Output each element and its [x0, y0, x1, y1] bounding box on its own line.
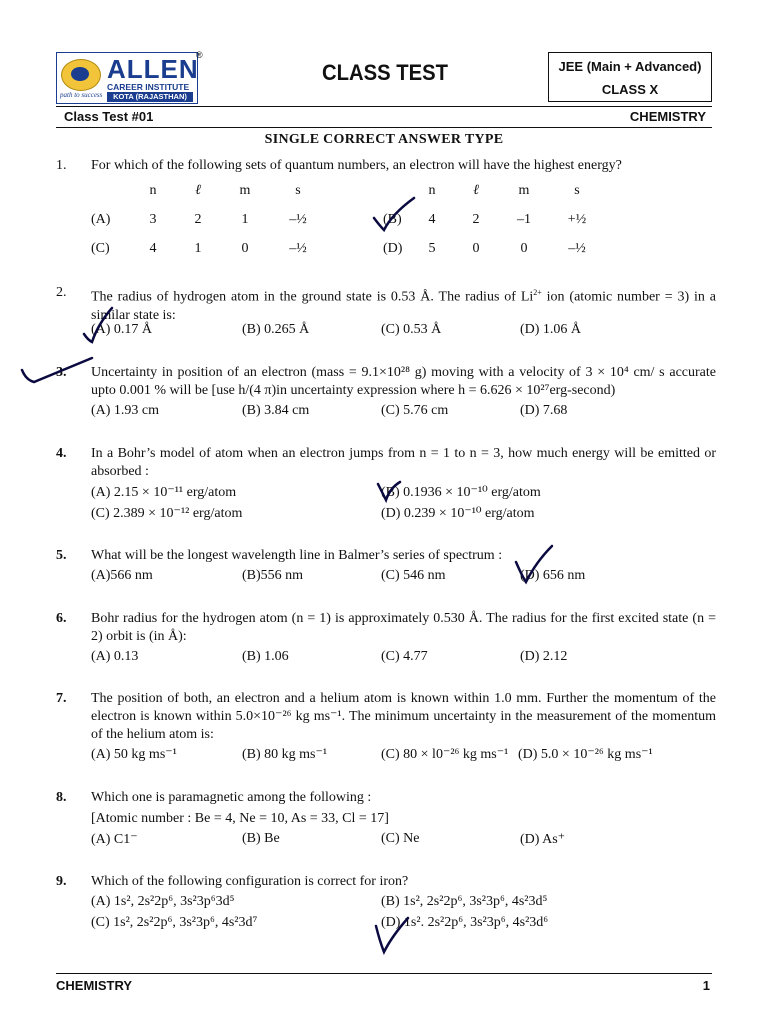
option-a: (A) 2.15 × 10⁻¹¹ erg/atom [91, 485, 237, 500]
question-text: Uncertainty in position of an electron (mass = 9.1×10²⁸ g) moving with a velocity of 3 × 10⁴ cm/ s accurate upto 0.001 % will be [use h/(4 π)in uncertainty expression where h = 6.626 × 10²⁷erg-second) [91, 365, 716, 398]
option-b: (B) 0.265 Å [242, 322, 310, 337]
option-label: (C) [91, 241, 110, 256]
option-a: (A) 1s², 2s²2p⁶, 3s²3p⁶3d⁵ [91, 894, 235, 909]
table-header-s: s [574, 183, 580, 198]
table-cell: 1 [241, 212, 249, 227]
option-c: (C) 2.389 × 10⁻¹² erg/atom [91, 506, 243, 521]
table-cell: 2 [194, 212, 202, 227]
option-b: (B)556 nm [242, 568, 304, 583]
question-number: 6. [56, 611, 67, 626]
logo-tagline: path to success [60, 91, 103, 99]
question-number: 7. [56, 691, 67, 706]
table-header-n: n [149, 183, 157, 198]
question-number: 9. [56, 874, 67, 889]
table-cell: 4 [428, 212, 436, 227]
option-a: (A) 1.93 cm [91, 403, 160, 418]
allen-logo [56, 52, 198, 104]
question-text: Which of the following configuration is correct for iron? [91, 874, 409, 889]
subject-label: CHEMISTRY [629, 109, 706, 124]
question-text: In a Bohr’s model of atom when an electron jumps from n = 1 to n = 3, how much energy will be emitted or absorbed : [91, 446, 716, 479]
option-c: (C) 0.53 Å [381, 322, 442, 337]
table-cell: 0 [241, 241, 249, 256]
option-label: (D) [383, 241, 403, 256]
footer-rule [56, 973, 712, 974]
table-cell: 2 [472, 212, 480, 227]
header-rule-top [56, 106, 712, 107]
page-number: 1 [702, 978, 710, 993]
option-c: (C) 4.77 [381, 649, 428, 664]
question-text: The position of both, an electron and a helium atom is known within 1.0 mm. Further the momentum of the electron is known within 5.0×10⁻²⁶ kg ms⁻¹. The minimum uncertainty in the measurement of the momentum of the helium atom is: [91, 691, 716, 742]
option-a: (A) 0.17 Å [91, 322, 153, 337]
question-6 [56, 610, 716, 646]
option-c: (C) 80 × l0⁻²⁶ kg ms⁻¹ [381, 747, 509, 762]
exam-info-box [548, 52, 712, 102]
question-2 [56, 284, 716, 325]
option-d: (D) 0.239 × 10⁻¹⁰ erg/atom [381, 506, 535, 521]
table-cell: –½ [289, 241, 307, 256]
option-c: (C) Ne [381, 831, 420, 846]
table-header-m: m [239, 183, 251, 198]
logo-location: KOTA (RAJASTHAN) [107, 92, 193, 102]
option-label: (A) [91, 212, 111, 227]
option-b: (B) 1.06 [242, 649, 289, 664]
registered-mark: ® [196, 50, 203, 60]
option-d: (D) 5.0 × 10⁻²⁶ kg ms⁻¹ [518, 747, 653, 762]
test-number: Class Test #01 [64, 109, 154, 124]
table-cell: +½ [567, 212, 587, 227]
question-1 [56, 157, 716, 175]
table-cell: 0 [472, 241, 480, 256]
question-number: 2. [56, 285, 67, 300]
page-title: CLASS TEST [322, 60, 448, 85]
logo-globe-icon [61, 59, 101, 91]
option-label: (B) [383, 212, 402, 227]
question-text: The radius of hydrogen atom in the ground state is 0.53 Å. The radius of $Li^{2+}$ ion (atomic number = 3) in a similar state is: [91, 288, 716, 323]
question-5 [56, 547, 716, 565]
question-text: What will be the longest wavelength line in Balmer’s series of spectrum : [91, 548, 503, 563]
option-b: (B) 80 kg ms⁻¹ [242, 747, 328, 762]
class-name: CLASS X [601, 82, 659, 97]
question-number: 4. [56, 446, 67, 461]
option-a: (A) C1⁻ [91, 832, 138, 847]
option-d: (D) 656 nm [520, 568, 586, 583]
logo-subtitle: CAREER INSTITUTE [107, 82, 190, 92]
question-3 [56, 364, 716, 400]
option-c: (C) 1s², 2s²2p⁶, 3s²3p⁶, 4s²3d⁷ [91, 915, 258, 930]
exam-name: JEE (Main + Advanced) [558, 59, 702, 74]
question-number: 1. [56, 158, 67, 173]
option-d: (D) 7.68 [520, 403, 568, 418]
table-header-l: ℓ [473, 183, 479, 198]
question-text: For which of the following sets of quantum numbers, an electron will have the highest energy? [91, 158, 622, 173]
question-7 [56, 690, 716, 744]
question-number: 5. [56, 548, 67, 563]
option-b: (B) 1s², 2s²2p⁶, 3s²3p⁶, 4s²3d⁵ [381, 894, 548, 909]
table-header-s: s [295, 183, 301, 198]
table-cell: –½ [289, 212, 307, 227]
option-c: (C) 546 nm [381, 568, 446, 583]
question-text: Bohr radius for the hydrogen atom (n = 1) is approximately 0.530 Å. The radius for the first excited state (n = 2) orbit is (in Å): [91, 611, 716, 644]
logo-brand: ALLEN [107, 54, 199, 84]
option-b: (B) 3.84 cm [242, 403, 310, 418]
table-cell: –½ [568, 241, 586, 256]
table-header-m: m [518, 183, 530, 198]
section-title: SINGLE CORRECT ANSWER TYPE [264, 132, 504, 147]
question-text: Which one is paramagnetic among the following : [91, 790, 372, 805]
question-number: 8. [56, 790, 67, 805]
table-header-l: ℓ [195, 183, 201, 198]
option-d: (D) 1s². 2s²2p⁶, 3s²3p⁶, 4s²3d⁶ [381, 915, 549, 930]
question-subtext: [Atomic number : Be = 4, Ne = 10, As = 33, Cl = 17] [91, 811, 389, 826]
option-a: (A) 50 kg ms⁻¹ [91, 747, 177, 762]
table-cell: 4 [149, 241, 157, 256]
option-a: (A)566 nm [91, 568, 153, 583]
table-header-n: n [428, 183, 436, 198]
question-4 [56, 445, 716, 481]
table-cell: 0 [520, 241, 528, 256]
table-cell: 1 [194, 241, 202, 256]
question-9 [56, 873, 716, 891]
option-d: (D) As⁺ [520, 832, 566, 847]
question-8 [56, 789, 716, 828]
option-b: (B) 0.1936 × 10⁻¹⁰ erg/atom [381, 485, 541, 500]
footer-subject: CHEMISTRY [56, 978, 133, 993]
table-cell: 5 [428, 241, 436, 256]
header-rule-bottom [56, 127, 712, 128]
option-d: (D) 1.06 Å [520, 322, 582, 337]
option-d: (D) 2.12 [520, 649, 568, 664]
question-number: 3. [56, 365, 67, 380]
table-cell: –1 [517, 212, 531, 227]
option-c: (C) 5.76 cm [381, 403, 449, 418]
option-a: (A) 0.13 [91, 649, 139, 664]
table-cell: 3 [149, 212, 157, 227]
option-b: (B) Be [242, 831, 280, 846]
